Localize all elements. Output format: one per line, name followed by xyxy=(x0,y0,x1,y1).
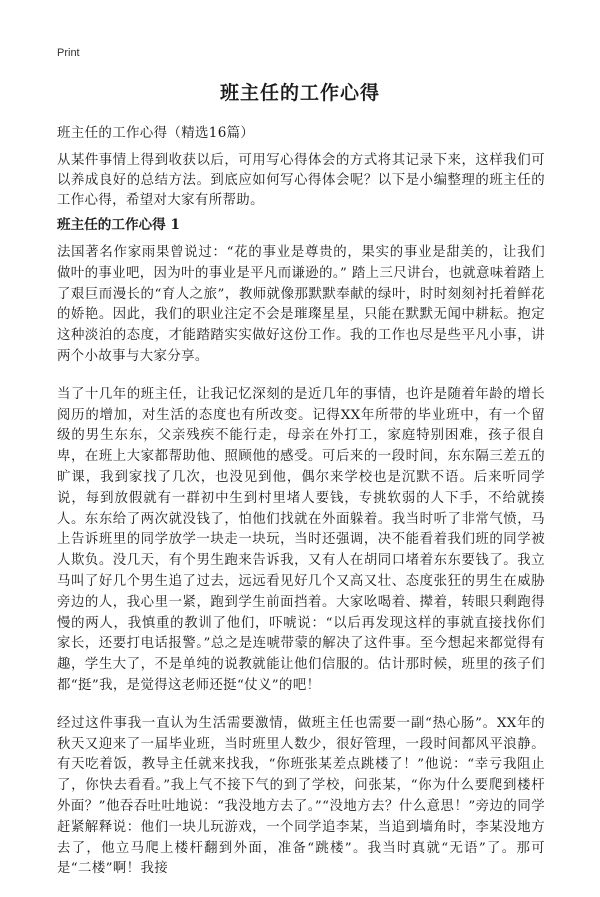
body-paragraph-2: 当了十几年的班主任，让我记忆深刻的是近几年的事情，也许是随着年龄的增长阅历的增加，对生活的态度也有所改变。记得XX年所带的毕业班中，有一个留级的男生东东，父亲残疾不能行走，母亲在外打工，家庭特别困难，孩子很自卑，在班上大家都帮助他、照顾他的感受。可后来的一段时间，东东隔三差五的旷课，我到家找了几次，也没见到他，偶尔来学校也是沉默不语。后来听同学说，每到放假就有一群初中生到村里堵人要钱，专挑软弱的人下手，不给就揍人。东东给了两次就没钱了，怕他们找就在外面躲着。我当时听了非常气愤，马上告诉班里的同学放学一块走一块玩，当时还强调，决不能看着我们班的同学被人欺负。没几天，有个男生跑来告诉我，又有人在胡同口堵着东东要钱了。我立马叫了好几个男生追了过去，远远看见好几个又高又壮、态度张狂的男生在威胁旁边的人，我心里一紧，跑到学生前面挡着。大家吆喝着、撵着，转眼只剩跑得慢的两人，我慎重的教训了他们，吓唬说：“以后再发现这样的事就直接找你们家长，还要打电话报警。”总之是连唬带蒙的解决了这件事。至今想起来都觉得有趣，学生大了，不是单纯的说教就能让他们信服的。估计那时候，班里的孩子们都“挺”我，是觉得这老师还挺“仗义”的吧！ xyxy=(57,386,545,693)
print-label[interactable]: Print xyxy=(57,47,80,59)
section-heading: 班主任的工作心得 1 xyxy=(57,217,180,233)
article-body xyxy=(57,243,545,897)
intro-text: 从某件事情上得到收获以后，可用写心得体会的方式将其记录下来，这样我们可以养成良好的总结方法。到底应如何写心得体会呢？以下是小编整理的班主任的工作心得，希望对大家有所帮助。 xyxy=(57,153,545,208)
body-paragraph-3: 经过这件事我一直认为生活需要激情，做班主任也需要一副“热心肠”。XX年的秋天又迎来了一届毕业班，当时班里人数少，很好管理，一段时间都风平浪静。有天吃着饭，教导主任就来找我，“你班张某差点跳楼了！”他说：“幸亏我阻止了，你快去看看。”我上气不接下气的到了学校，问张某，“你为什么要爬到楼杆外面？”他吞吞吐吐地说：“我没地方去了。”“没地方去？什么意思！”旁边的同学赶紧解释说：他们一块儿玩游戏，一个同学追李某，当追到墙角时，李某没地方去了，他立马爬上楼杆翻到外面，准备“跳楼”。我当时真就“无语”了。那可是“二楼”啊！我接 xyxy=(57,715,545,877)
body-paragraph-1: 法国著名作家雨果曾说过：“花的事业是尊贵的，果实的事业是甜美的，让我们做叶的事业吧，因为叶的事业是平凡而谦逊的。” 踏上三尺讲台，也就意味着踏上了艰巨而漫长的“育人之旅”，教师就像那默默奉献的绿叶，时时刻刻衬托着鲜花的娇艳。因此，我们的职业注定不会是璀璨星星，只能在默默无闻中耕耘。抱定这种淡泊的态度，才能踏踏实实做好这份工作。我的工作也尽是些平凡小事，讲两个小故事与大家分享。 xyxy=(57,245,545,364)
document-title: 班主任的工作心得 xyxy=(219,82,380,104)
intro-paragraph xyxy=(57,151,545,211)
document-subtitle: 班主任的工作心得（精选16篇） xyxy=(57,125,255,141)
